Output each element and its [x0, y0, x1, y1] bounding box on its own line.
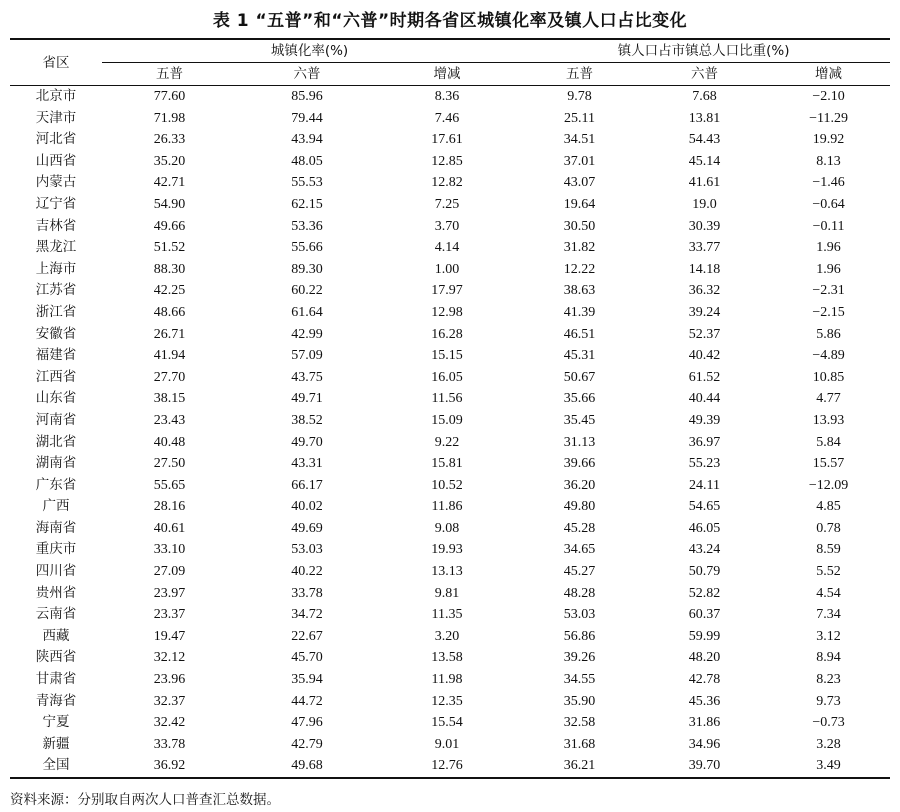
region-cell: 辽宁省: [35, 195, 77, 212]
urban-rate-6th-cell: 40.22: [291, 564, 323, 580]
town-share-6th-cell: 54.65: [688, 499, 721, 515]
town-share-6th-cell: 54.43: [688, 132, 721, 148]
region-cell: 天津市: [35, 109, 77, 126]
urban-rate-6th-cell: 53.03: [291, 542, 323, 558]
town-share-6th-cell: 14.18: [688, 261, 721, 277]
town-share-change-cell: 0.78: [816, 520, 841, 536]
town-share-change-cell: 8.13: [816, 153, 841, 169]
town-share-5th-cell: 34.65: [563, 542, 596, 558]
urban-rate-6th-cell: 61.64: [291, 304, 323, 320]
town-share-6th-cell: 42.78: [688, 672, 721, 688]
table-row: [10, 453, 890, 475]
urbanization-rate-header: 城镇化率(%): [102, 39, 517, 63]
region-cell: 内蒙古: [35, 174, 77, 191]
region-cell: 贵州省: [35, 584, 77, 601]
town-share-6th-cell: 59.99: [688, 628, 721, 644]
town-share-change-cell: 4.54: [816, 585, 841, 601]
region-cell: 甘肃省: [35, 671, 77, 688]
region-cell: 海南省: [35, 519, 77, 536]
town-share-5th-cell: 31.68: [563, 736, 596, 752]
urban-rate-change-cell: 1.00: [434, 261, 460, 277]
town-share-change-cell: 5.86: [816, 326, 841, 342]
urban-rate-5th-cell: 27.50: [153, 456, 186, 472]
urban-rate-6th-cell: 34.72: [291, 607, 323, 623]
town-share-change-cell: 8.94: [816, 650, 841, 666]
town-share-5th-cell: 41.39: [563, 304, 596, 320]
urban-rate-change-cell: 8.36: [434, 89, 460, 104]
region-cell: 福建省: [35, 347, 77, 364]
urban-rate-6th-cell: 22.67: [291, 628, 323, 644]
urban-rate-6th-cell: 89.30: [291, 261, 323, 277]
urban-rate-6th-cell: 49.70: [291, 434, 323, 450]
town-share-6th-cell: 48.20: [688, 650, 721, 666]
subheader-5th-census: 五普: [517, 63, 642, 86]
town-share-change-cell: 13.93: [812, 412, 845, 428]
urban-rate-6th-cell: 49.68: [237, 755, 377, 778]
region-cell: 重庆市: [35, 541, 77, 558]
town-share-change-cell: 9.73: [816, 693, 841, 709]
urban-rate-6th-cell: 43.31: [291, 456, 323, 472]
urban-rate-5th-cell: 77.60: [153, 89, 186, 104]
urban-rate-5th-cell: 40.61: [153, 520, 186, 536]
subheader-6th-census: 六普: [642, 63, 767, 86]
town-share-change-cell: −0.64: [812, 196, 845, 212]
table-row: [10, 194, 890, 216]
table-row: [10, 755, 890, 778]
urban-rate-5th-cell: 48.66: [153, 304, 186, 320]
table-body: [10, 86, 890, 779]
town-population-share-header: 镇人口占市镇总人口比重(%): [517, 39, 890, 63]
urban-rate-change-cell: 13.13: [431, 564, 463, 580]
urban-rate-5th-cell: 71.98: [153, 110, 186, 126]
town-share-6th-cell: 39.24: [688, 304, 721, 320]
town-share-6th-cell: 52.82: [688, 585, 721, 601]
town-share-change-cell: −2.31: [812, 283, 845, 299]
town-share-change-cell: −2.10: [812, 89, 845, 104]
urban-rate-5th-cell: 32.37: [153, 693, 186, 709]
town-share-6th-cell: 7.68: [692, 89, 717, 104]
table-row: [10, 647, 890, 669]
table-row: [10, 302, 890, 324]
region-cell: 广西: [42, 498, 70, 515]
urban-rate-change-cell: 7.25: [434, 196, 460, 212]
town-share-5th-cell: 49.80: [563, 499, 596, 515]
town-share-change-cell: −0.73: [812, 715, 845, 731]
table-row: [10, 626, 890, 648]
urban-rate-5th-cell: 35.20: [153, 153, 186, 169]
town-share-5th-cell: 53.03: [563, 607, 596, 623]
urban-rate-6th-cell: 42.79: [291, 736, 323, 752]
town-share-5th-cell: 31.82: [563, 240, 596, 256]
urban-rate-6th-cell: 35.94: [291, 672, 323, 688]
urban-rate-5th-cell: 23.96: [153, 672, 186, 688]
town-share-5th-cell: 31.13: [563, 434, 596, 450]
urban-rate-5th-cell: 26.71: [153, 326, 186, 342]
urban-rate-change-cell: 15.54: [431, 715, 463, 731]
region-cell: 安徽省: [35, 325, 77, 342]
table-row: [10, 561, 890, 583]
town-share-5th-cell: 35.45: [563, 412, 596, 428]
town-share-6th-cell: 24.11: [689, 477, 721, 493]
town-share-change-cell: 5.84: [816, 434, 841, 450]
subheader-5th-census: 五普: [102, 63, 237, 86]
town-share-5th-cell: 34.51: [563, 132, 596, 148]
urban-rate-change-cell: 16.28: [431, 326, 463, 342]
urban-rate-5th-cell: 41.94: [153, 348, 186, 364]
town-share-5th-cell: 38.63: [563, 283, 596, 299]
town-share-6th-cell: 50.79: [688, 564, 721, 580]
urban-rate-6th-cell: 42.99: [291, 326, 323, 342]
region-cell: 陕西省: [35, 649, 77, 666]
urban-rate-5th-cell: 23.43: [153, 412, 186, 428]
data-table: [10, 38, 890, 779]
town-share-change-cell: −11.29: [809, 110, 848, 126]
urban-rate-change-cell: 3.70: [434, 218, 460, 234]
table-row: [10, 345, 890, 367]
table-row: [10, 669, 890, 691]
urban-rate-6th-cell: 43.94: [291, 132, 323, 148]
town-share-change-cell: 3.12: [816, 628, 841, 644]
town-share-5th-cell: 35.90: [563, 693, 596, 709]
urban-rate-change-cell: 11.35: [431, 607, 463, 623]
town-share-6th-cell: 33.77: [688, 240, 721, 256]
urban-rate-change-cell: 9.01: [434, 736, 460, 752]
table-row: [10, 259, 890, 281]
table-row: [10, 518, 890, 540]
urban-rate-change-cell: 12.98: [431, 304, 463, 320]
town-share-change-cell: 15.57: [812, 456, 845, 472]
table-row: [10, 432, 890, 454]
table-row: [10, 712, 890, 734]
urban-rate-6th-cell: 79.44: [291, 110, 323, 126]
town-share-change-cell: 8.23: [816, 672, 841, 688]
town-share-5th-cell: 56.86: [563, 628, 596, 644]
town-share-change-cell: 8.59: [816, 542, 841, 558]
town-share-change-cell: −4.89: [812, 348, 845, 364]
urban-rate-5th-cell: 42.71: [153, 175, 186, 191]
town-share-change-cell: 3.28: [816, 736, 841, 752]
town-share-change-cell: 7.34: [816, 607, 841, 623]
urban-rate-change-cell: 9.08: [434, 520, 460, 536]
urban-rate-change-cell: 19.93: [431, 542, 463, 558]
urban-rate-5th-cell: 27.70: [153, 369, 186, 385]
urban-rate-6th-cell: 53.36: [291, 218, 323, 234]
region-cell: 浙江省: [35, 303, 77, 320]
urban-rate-change-cell: 7.46: [434, 110, 460, 126]
town-share-6th-cell: 52.37: [688, 326, 721, 342]
region-cell: 山东省: [35, 390, 77, 407]
region-cell: 江苏省: [35, 282, 77, 299]
urban-rate-change-cell: 15.81: [431, 456, 463, 472]
town-share-change-cell: 10.85: [812, 369, 845, 385]
region-cell: 河北省: [35, 131, 77, 148]
table-row: [10, 388, 890, 410]
town-share-6th-cell: 45.36: [688, 693, 721, 709]
urban-rate-6th-cell: 48.05: [291, 153, 323, 169]
urban-rate-5th-cell: 33.10: [153, 542, 186, 558]
town-share-5th-cell: 45.31: [563, 348, 596, 364]
table-row: [10, 734, 890, 756]
urban-rate-change-cell: 11.56: [431, 391, 463, 407]
urban-rate-6th-cell: 85.96: [291, 89, 323, 104]
urban-rate-5th-cell: 27.09: [153, 564, 186, 580]
table-row: [10, 691, 890, 713]
urban-rate-change-cell: 16.05: [431, 369, 463, 385]
town-share-change-cell: −12.09: [808, 477, 849, 493]
urban-rate-change-cell: 12.35: [431, 693, 463, 709]
region-cell: 全国: [10, 755, 102, 778]
urban-rate-6th-cell: 44.72: [291, 693, 323, 709]
urban-rate-6th-cell: 45.70: [291, 650, 323, 666]
town-share-6th-cell: 46.05: [688, 520, 721, 536]
urban-rate-change-cell: 12.76: [377, 755, 517, 778]
region-cell: 湖南省: [35, 455, 77, 472]
town-share-6th-cell: 40.44: [688, 391, 721, 407]
town-share-5th-cell: 46.51: [563, 326, 596, 342]
town-share-change-cell: 1.96: [816, 261, 841, 277]
table-row: [10, 172, 890, 194]
town-share-5th-cell: 50.67: [563, 369, 596, 385]
town-share-6th-cell: 31.86: [688, 715, 721, 731]
urban-rate-change-cell: 17.61: [431, 132, 463, 148]
table-row: [10, 108, 890, 130]
urban-rate-5th-cell: 38.15: [153, 391, 186, 407]
urban-rate-change-cell: 10.52: [431, 477, 463, 493]
table-title: 表 1 “五普”和“六普”时期各省区城镇化率及镇人口占比变化: [212, 11, 688, 31]
urban-rate-6th-cell: 62.15: [291, 196, 323, 212]
region-cell: 江西省: [35, 368, 77, 385]
town-share-change-cell: 5.52: [816, 564, 841, 580]
town-share-6th-cell: 36.97: [688, 434, 721, 450]
urban-rate-change-cell: 9.22: [434, 434, 460, 450]
town-share-5th-cell: 39.66: [563, 456, 596, 472]
urban-rate-5th-cell: 33.78: [153, 736, 186, 752]
urban-rate-5th-cell: 32.12: [153, 650, 186, 666]
town-share-6th-cell: 41.61: [688, 175, 721, 191]
table-row: [10, 496, 890, 518]
town-share-6th-cell: 19.0: [692, 196, 717, 212]
urban-rate-6th-cell: 55.53: [291, 175, 323, 191]
town-share-6th-cell: 40.42: [688, 348, 721, 364]
urban-rate-5th-cell: 55.65: [153, 477, 186, 493]
region-cell: 西藏: [42, 627, 70, 644]
table-row: [10, 151, 890, 173]
urban-rate-6th-cell: 33.78: [291, 585, 323, 601]
town-share-change-cell: 4.85: [816, 499, 841, 515]
urban-rate-5th-cell: 32.42: [153, 715, 186, 731]
urban-rate-6th-cell: 43.75: [291, 369, 323, 385]
table-row: [10, 475, 890, 497]
town-share-6th-cell: 60.37: [688, 607, 721, 623]
town-share-6th-cell: 13.81: [688, 110, 721, 126]
town-share-6th-cell: 45.14: [688, 153, 721, 169]
urban-rate-6th-cell: 49.71: [291, 391, 323, 407]
town-share-5th-cell: 30.50: [563, 218, 596, 234]
region-cell: 河南省: [35, 411, 77, 428]
town-share-6th-cell: 39.70: [642, 755, 767, 778]
table-row: [10, 324, 890, 346]
urban-rate-6th-cell: 38.52: [291, 412, 323, 428]
region-cell: 广东省: [35, 476, 77, 493]
urban-rate-5th-cell: 23.97: [153, 585, 186, 601]
urban-rate-5th-cell: 49.66: [153, 218, 186, 234]
region-cell: 山西省: [35, 152, 77, 169]
urban-rate-5th-cell: 36.92: [102, 755, 237, 778]
urban-rate-6th-cell: 49.69: [291, 520, 323, 536]
town-share-5th-cell: 45.28: [563, 520, 596, 536]
town-share-5th-cell: 39.26: [563, 650, 596, 666]
urban-rate-change-cell: 12.82: [431, 175, 463, 191]
urban-rate-change-cell: 11.98: [431, 672, 463, 688]
subheader-change: 增减: [377, 63, 517, 86]
subheader-change: 增减: [767, 63, 890, 86]
table-row: [10, 280, 890, 302]
table-row: [10, 86, 890, 108]
urban-rate-6th-cell: 47.96: [291, 715, 323, 731]
urban-rate-5th-cell: 42.25: [153, 283, 186, 299]
town-share-5th-cell: 48.28: [563, 585, 596, 601]
urban-rate-change-cell: 15.09: [431, 412, 463, 428]
town-share-5th-cell: 35.66: [563, 391, 596, 407]
table-row: [10, 583, 890, 605]
town-share-change-cell: 4.77: [816, 391, 841, 407]
urban-rate-5th-cell: 51.52: [153, 240, 186, 256]
urban-rate-change-cell: 12.85: [431, 153, 463, 169]
town-share-5th-cell: 12.22: [563, 261, 596, 277]
urban-rate-5th-cell: 23.37: [153, 607, 186, 623]
region-cell: 湖北省: [35, 433, 77, 450]
table-row: [10, 237, 890, 259]
town-share-5th-cell: 9.78: [567, 89, 592, 104]
urban-rate-change-cell: 15.15: [431, 348, 463, 364]
town-share-change-cell: 1.96: [816, 240, 841, 256]
urban-rate-5th-cell: 88.30: [153, 261, 186, 277]
urban-rate-6th-cell: 55.66: [291, 240, 323, 256]
source-note: 资料来源：分别取自两次人口普查汇总数据。: [10, 792, 280, 808]
town-share-5th-cell: 36.21: [517, 755, 642, 778]
town-share-5th-cell: 37.01: [563, 153, 596, 169]
town-share-5th-cell: 25.11: [564, 110, 596, 126]
town-share-change-cell: 19.92: [812, 132, 845, 148]
region-cell: 黑龙江: [35, 239, 77, 256]
region-cell: 北京市: [35, 88, 77, 104]
urban-rate-5th-cell: 28.16: [153, 499, 186, 515]
town-share-change-cell: 3.49: [767, 755, 890, 778]
town-share-6th-cell: 43.24: [688, 542, 721, 558]
region-cell: 上海市: [35, 260, 77, 277]
table-row: [10, 604, 890, 626]
table-row: [10, 410, 890, 432]
region-header: 省区: [10, 39, 102, 86]
urban-rate-change-cell: 3.20: [434, 628, 460, 644]
town-share-5th-cell: 36.20: [563, 477, 596, 493]
town-share-5th-cell: 19.64: [563, 196, 596, 212]
region-cell: 青海省: [35, 692, 77, 709]
town-share-6th-cell: 34.96: [688, 736, 721, 752]
table-row: [10, 216, 890, 238]
table-row: [10, 129, 890, 151]
urban-rate-5th-cell: 40.48: [153, 434, 186, 450]
urban-rate-6th-cell: 57.09: [291, 348, 323, 364]
urban-rate-change-cell: 9.81: [434, 585, 460, 601]
town-share-5th-cell: 32.58: [563, 715, 596, 731]
town-share-change-cell: −0.11: [812, 218, 845, 234]
urban-rate-change-cell: 17.97: [431, 283, 463, 299]
town-share-5th-cell: 43.07: [563, 175, 596, 191]
town-share-6th-cell: 55.23: [688, 456, 721, 472]
town-share-change-cell: −2.15: [812, 304, 845, 320]
town-share-5th-cell: 45.27: [563, 564, 596, 580]
urban-rate-6th-cell: 66.17: [291, 477, 323, 493]
urban-rate-6th-cell: 40.02: [291, 499, 323, 515]
urban-rate-5th-cell: 54.90: [153, 196, 186, 212]
town-share-6th-cell: 61.52: [688, 369, 721, 385]
urban-rate-5th-cell: 19.47: [153, 628, 186, 644]
region-cell: 云南省: [35, 606, 77, 623]
town-share-change-cell: −1.46: [812, 175, 845, 191]
urban-rate-5th-cell: 26.33: [153, 132, 186, 148]
region-cell: 吉林省: [35, 217, 77, 234]
urban-rate-change-cell: 13.58: [431, 650, 463, 666]
region-cell: 宁夏: [42, 714, 70, 731]
town-share-6th-cell: 49.39: [688, 412, 721, 428]
town-share-5th-cell: 34.55: [563, 672, 596, 688]
urban-rate-change-cell: 11.86: [431, 499, 463, 515]
urban-rate-6th-cell: 60.22: [291, 283, 323, 299]
table-row: [10, 539, 890, 561]
region-cell: 四川省: [35, 563, 77, 580]
town-share-6th-cell: 30.39: [688, 218, 721, 234]
subheader-6th-census: 六普: [237, 63, 377, 86]
table-row: [10, 367, 890, 389]
region-cell: 新疆: [42, 735, 70, 752]
town-share-6th-cell: 36.32: [688, 283, 721, 299]
urban-rate-change-cell: 4.14: [434, 240, 460, 256]
